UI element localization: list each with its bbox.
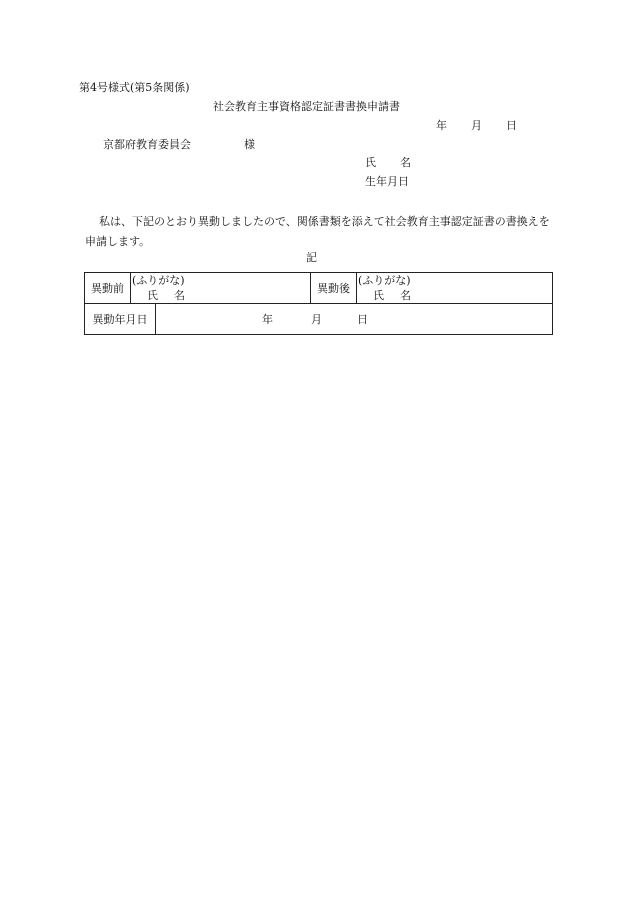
after-name-cell[interactable]: [357, 273, 553, 304]
change-date-day-label: 日: [357, 313, 368, 326]
change-date-label: 異動年月日: [85, 304, 156, 335]
after-change-label: 異動後: [311, 273, 357, 304]
document-title: 社会教育主事資格認定証書書換申請書: [213, 100, 400, 113]
before-name-label: [147, 290, 185, 301]
applicant-birthdate-label: 生年月日: [365, 175, 409, 188]
recipient-name: 京都府教育委員会: [103, 138, 191, 151]
date-month-label: 月: [471, 119, 482, 132]
date-year-label: 年: [436, 119, 447, 132]
application-statement: 私は、下記のとおり異動しましたので、関係書類を添えて社会教育主事認定証書の書換えを申請します。: [85, 215, 550, 248]
before-name-label-2: 名: [174, 289, 185, 302]
before-furigana-label: (ふりがな): [132, 274, 185, 287]
applicant-name-label-2: 名: [400, 156, 411, 169]
name-change-row: [85, 273, 553, 304]
change-date-row: [85, 304, 553, 335]
applicant-name-label-1: 氏: [365, 156, 376, 169]
after-name-label-2: 名: [400, 289, 411, 302]
change-date-year-label: 年: [262, 313, 273, 326]
after-furigana-label: (ふりがな): [358, 274, 411, 287]
before-name-label-1: 氏: [147, 289, 158, 302]
after-name-label: [373, 290, 411, 301]
form-number: 第4号様式(第5条関係): [79, 81, 190, 94]
change-date-month-label: 月: [311, 313, 322, 326]
before-change-label: 異動前: [85, 273, 131, 304]
before-name-cell[interactable]: [131, 273, 311, 304]
change-date-cell[interactable]: [156, 304, 553, 335]
change-record-table: [84, 272, 553, 335]
after-name-label-1: 氏: [373, 289, 384, 302]
recipient-honorific: 様: [244, 138, 255, 151]
ki-heading: 記: [306, 251, 317, 264]
date-day-label: 日: [506, 119, 517, 132]
